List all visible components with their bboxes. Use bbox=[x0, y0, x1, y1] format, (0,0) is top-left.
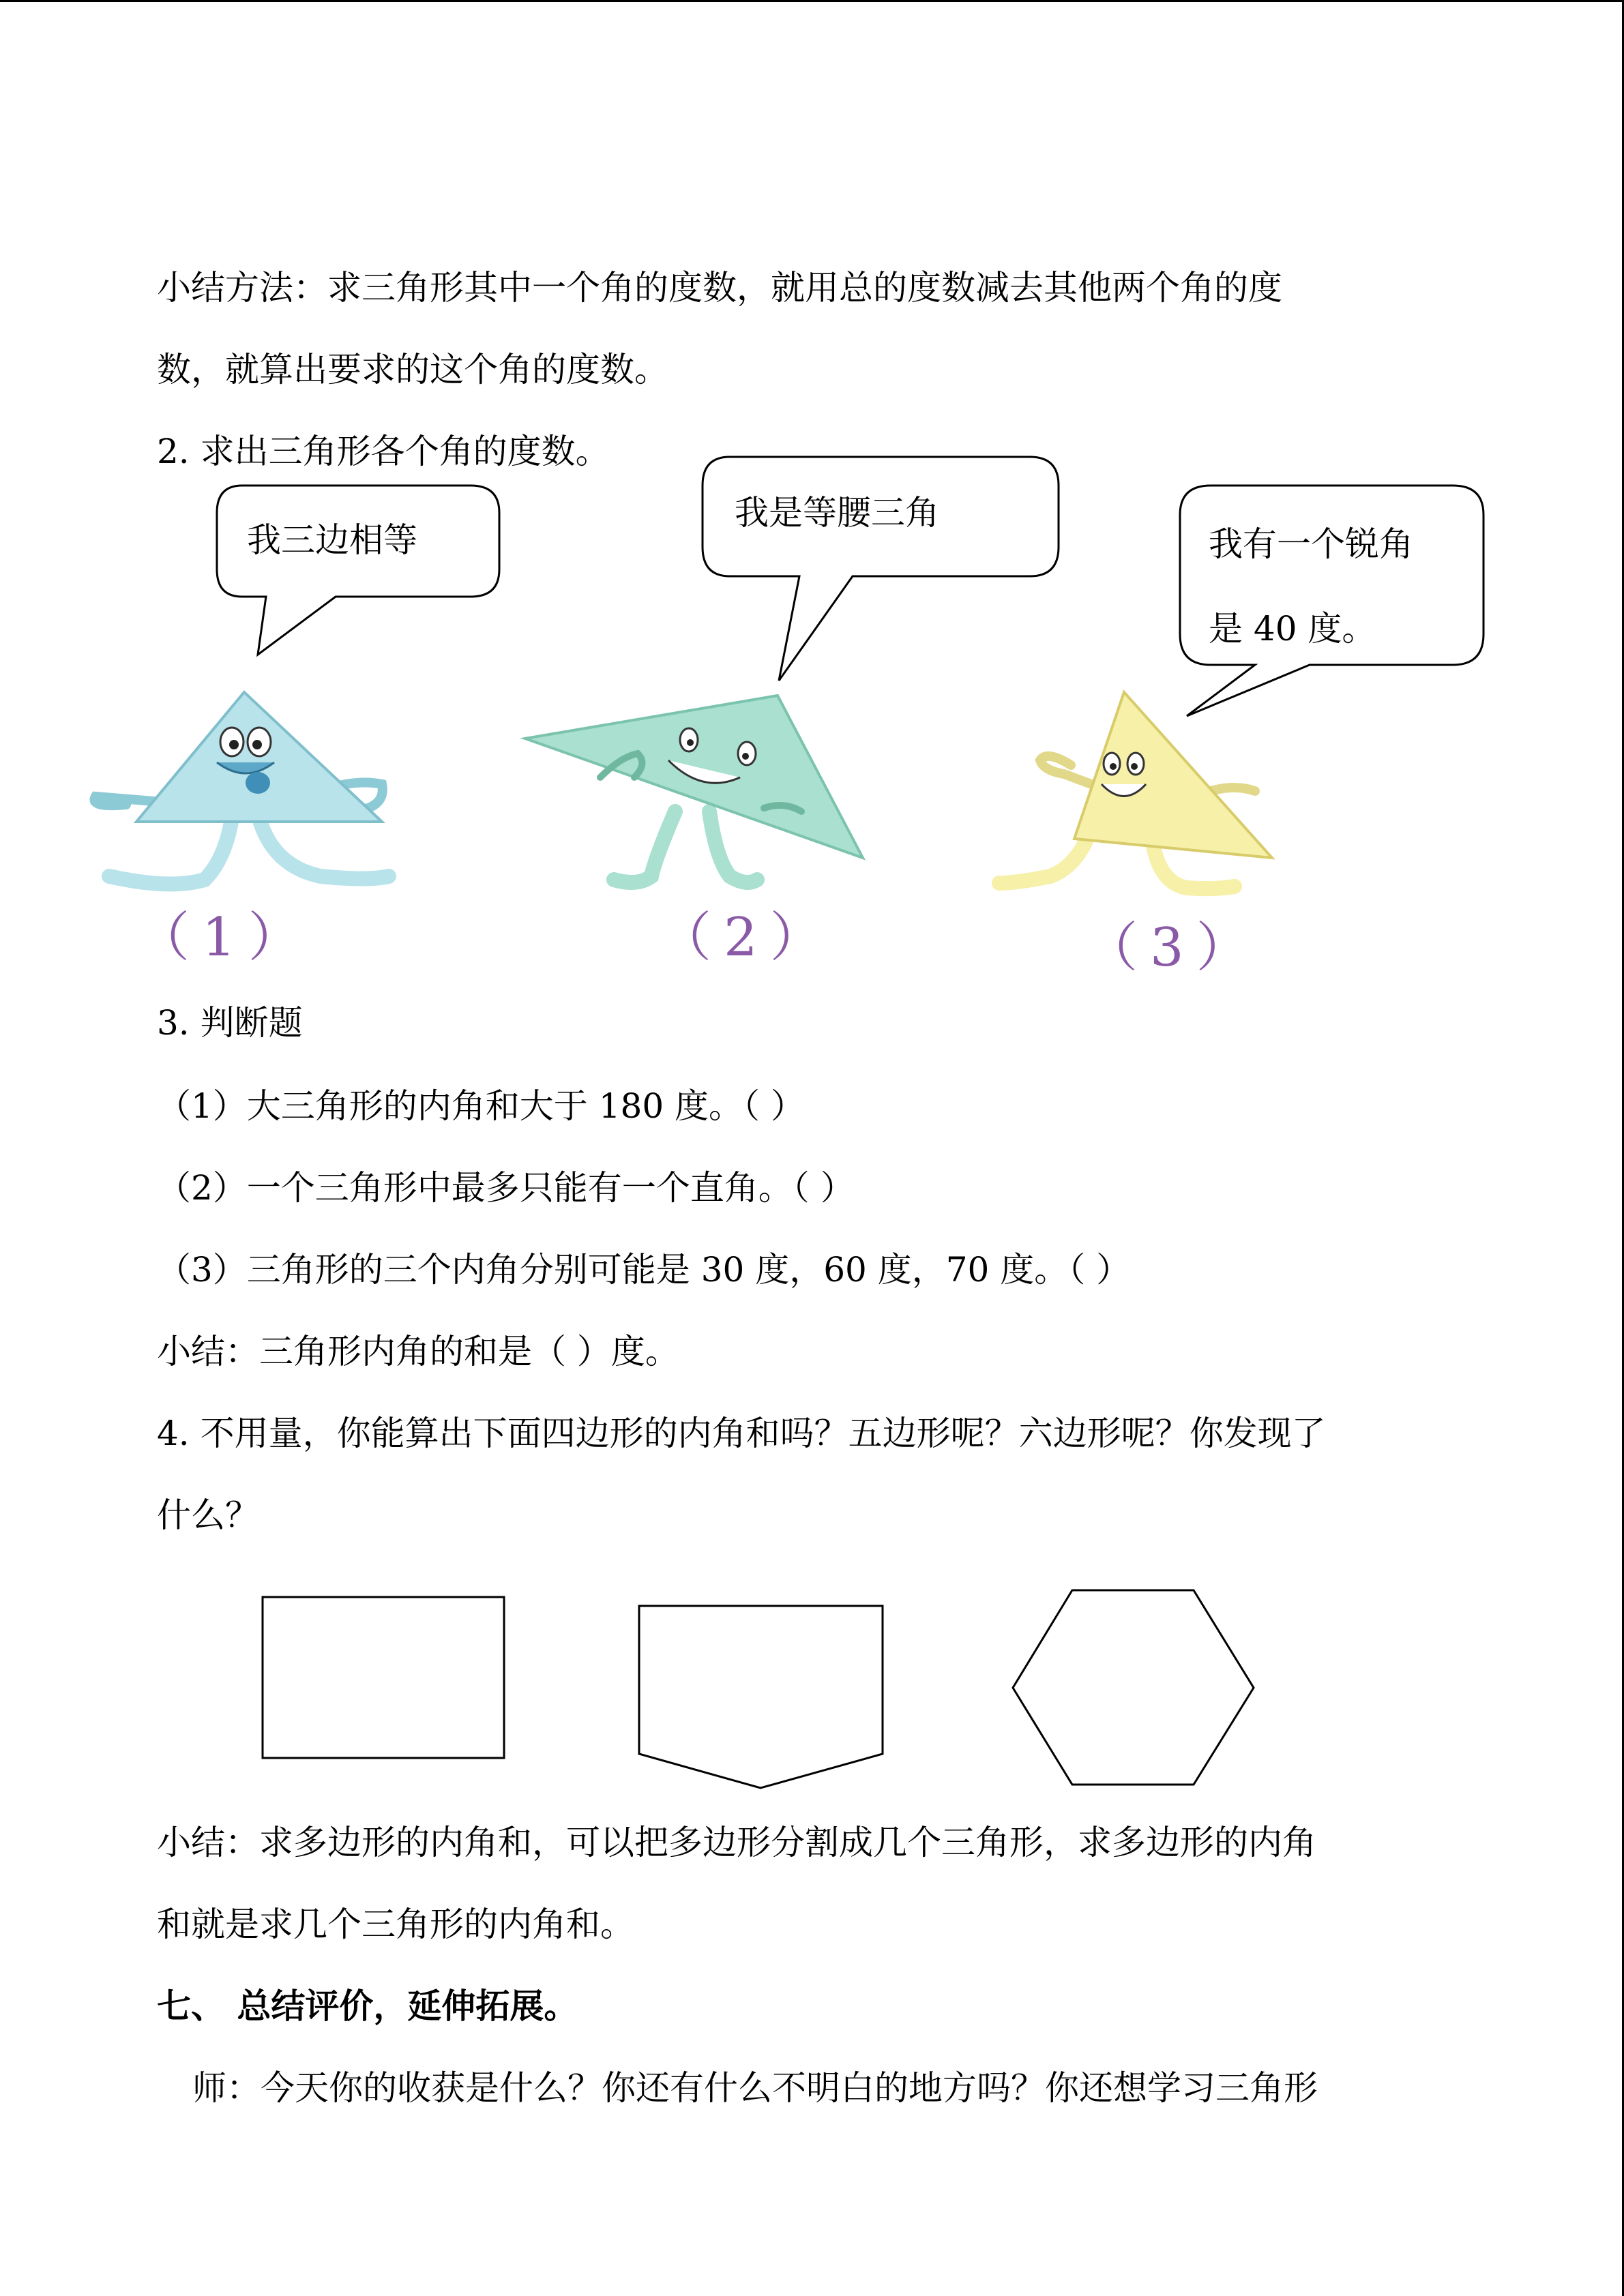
figure-label-2: （2） bbox=[658, 907, 836, 968]
speech-bubble-2 bbox=[703, 457, 1059, 681]
bubble-2-text: 我是等腰三角 bbox=[735, 493, 939, 533]
hexagon-shape bbox=[1013, 1590, 1254, 1785]
bubble-1-text: 我三边相等 bbox=[247, 520, 417, 560]
summary-method-line2: 数，就算出要求的这个角的度数。 bbox=[157, 350, 668, 389]
figure-label-1: （1） bbox=[136, 907, 314, 968]
summary-method-line1: 小结方法：求三角形其中一个角的度数，就用总的度数减去其他两个角的度 bbox=[157, 268, 1282, 308]
speech-bubble-3 bbox=[1180, 486, 1483, 716]
bubble-3-text-line2: 是 40 度。 bbox=[1209, 609, 1376, 648]
q4-line2: 什么？ bbox=[157, 1495, 259, 1535]
q4-summary-line1: 小结：求多边形的内角和，可以把多边形分割成几个三角形，求多边形的内角 bbox=[157, 1823, 1316, 1862]
bubble-3-text-line1: 我有一个锐角 bbox=[1209, 524, 1413, 564]
speech-bubble-1 bbox=[217, 486, 499, 655]
section7-heading: 七、 总结评价，延伸拓展。 bbox=[157, 1986, 578, 2026]
quadrilateral-shape bbox=[263, 1597, 504, 1758]
q3-item-2: （2）一个三角形中最多只能有一个直角。（ ） bbox=[157, 1168, 855, 1208]
triangle-character-2 bbox=[525, 696, 863, 882]
q4-line1: 4. 不用量，你能算出下面四边形的内角和吗？五边形呢？六边形呢？你发现了 bbox=[157, 1414, 1326, 1453]
triangle-character-1 bbox=[94, 692, 389, 884]
section7-teacher-line: 师：今天你的收获是什么？你还有什么不明白的地方吗？你还想学习三角形 bbox=[192, 2068, 1318, 2108]
q3-title: 3. 判断题 bbox=[157, 1003, 303, 1043]
figure-label-3: （3） bbox=[1084, 917, 1262, 979]
q4-summary-line2: 和就是求几个三角形的内角和。 bbox=[157, 1905, 634, 1944]
q3-summary: 小结：三角形内角的和是（ ）度。 bbox=[157, 1332, 679, 1371]
pentagon-shape bbox=[639, 1606, 883, 1788]
triangle-character-3 bbox=[999, 692, 1272, 889]
q3-item-1: （1）大三角形的内角和大于 180 度。（ ） bbox=[157, 1086, 805, 1126]
q3-item-3: （3）三角形的三个内角分别可能是 30 度，60 度，70 度。（ ） bbox=[157, 1250, 1131, 1289]
q2-title: 2. 求出三角形各个角的度数。 bbox=[157, 432, 610, 471]
